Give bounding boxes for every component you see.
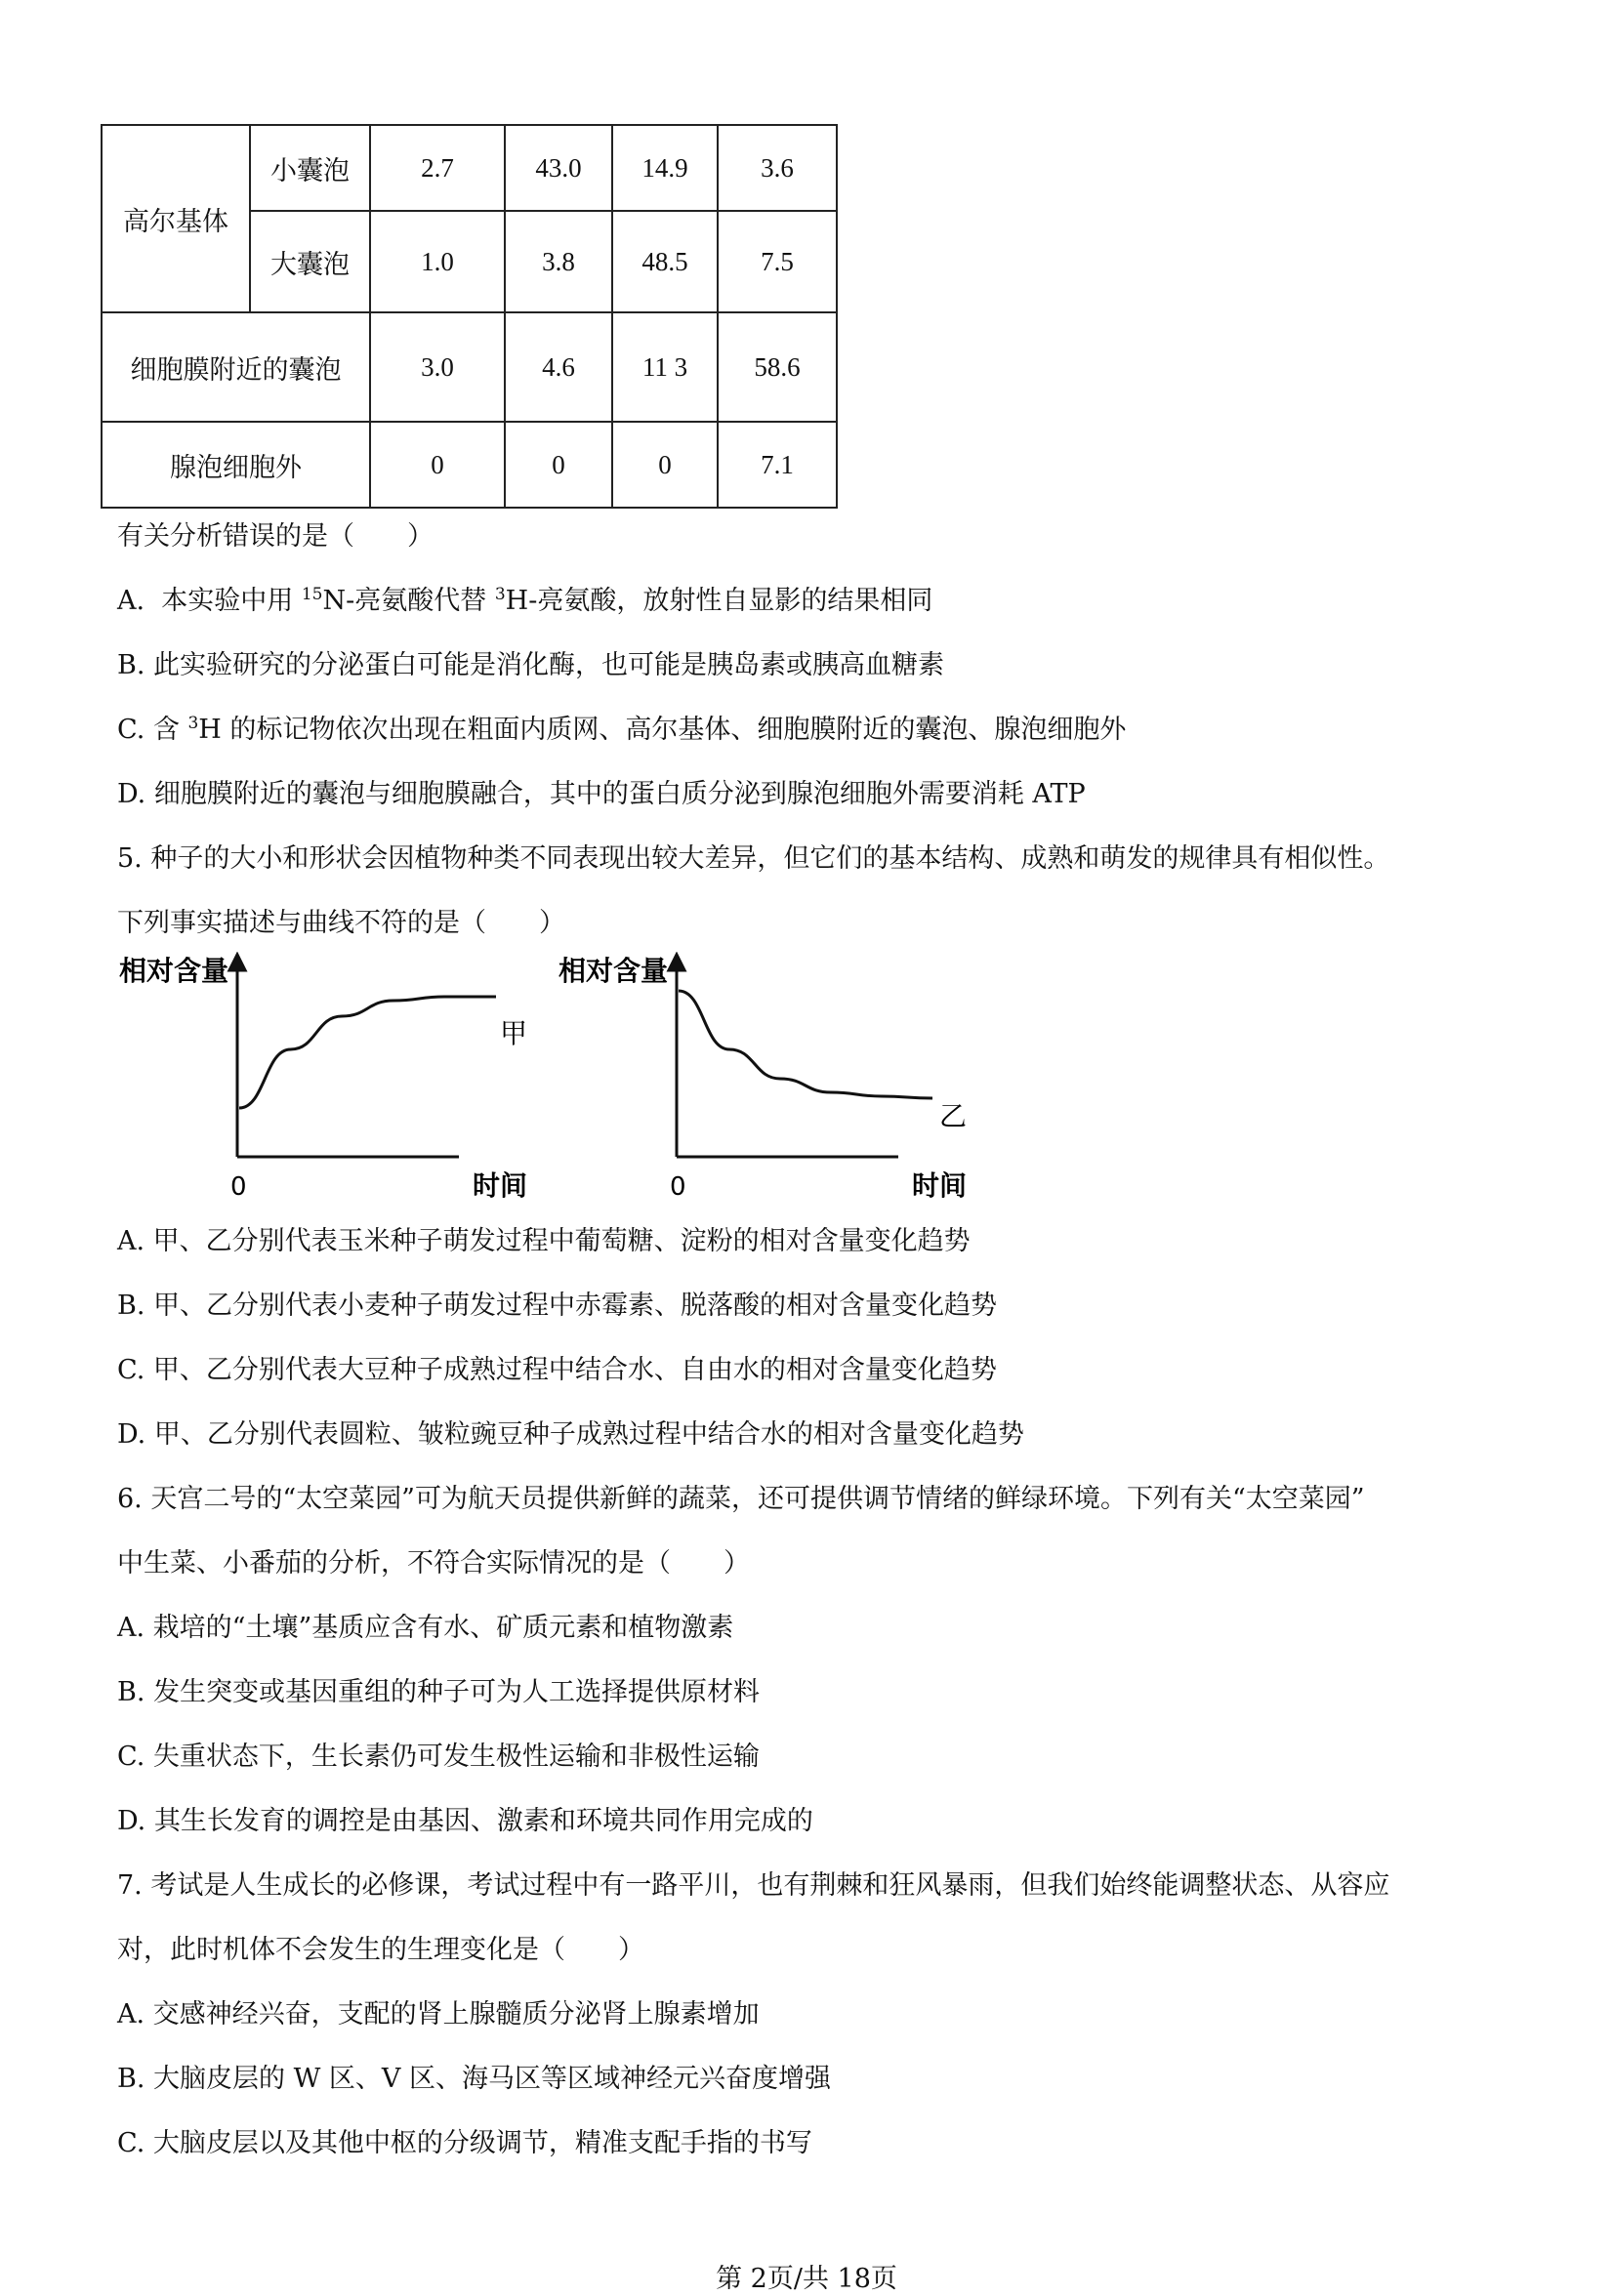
cell: 3.8 — [505, 211, 612, 312]
cell: 11 3 — [612, 312, 718, 422]
q6-option-c: C. 失重状态下，生长素仍可发生极性运输和非极性运输 — [117, 1742, 760, 1772]
q7-option-c: C. 大脑皮层以及其他中枢的分级调节，精准支配手指的书写 — [117, 2128, 812, 2158]
q5-stem-line2: 下列事实描述与曲线不符的是（ ） — [117, 908, 565, 938]
q4-stem: 有关分析错误的是（ ） — [117, 521, 434, 552]
series-label-yi: 乙 — [939, 1100, 968, 1132]
cell: 3.6 — [718, 125, 837, 211]
x-axis-label: 时间 — [473, 1169, 528, 1202]
cell: 3.0 — [370, 312, 505, 422]
q6-option-b: B. 发生突变或基因重组的种子可为人工选择提供原材料 — [117, 1677, 761, 1707]
cell: 58.6 — [718, 312, 837, 422]
data-table — [101, 124, 838, 509]
origin-label: 0 — [230, 1172, 247, 1202]
row-label-large-vesicle: 大囊泡 — [250, 211, 370, 312]
series-label-jia: 甲 — [500, 1017, 528, 1049]
cell: 7.1 — [718, 422, 837, 508]
series-line-jia — [239, 997, 496, 1108]
q6-option-a: A. 栽培的“土壤”基质应含有水、矿质元素和植物激素 — [117, 1613, 734, 1643]
row-label-outside-cell: 腺泡细胞外 — [102, 422, 370, 508]
chart-jia — [119, 955, 527, 1202]
row-label-small-vesicle: 小囊泡 — [250, 125, 370, 211]
q5-option-a: A. 甲、乙分别代表玉米种子萌发过程中葡萄糖、淀粉的相对含量变化趋势 — [117, 1226, 971, 1256]
cell: 2.7 — [370, 125, 505, 211]
q6-option-d: D. 其生长发育的调控是由基因、激素和环境共同作用完成的 — [117, 1806, 813, 1836]
cell: 7.5 — [718, 211, 837, 312]
row-group-golgi: 高尔基体 — [102, 125, 250, 312]
cell: 1.0 — [370, 211, 505, 312]
q4-option-c: C. 含 $^3$H 的标记物依次出现在粗面内质网、高尔基体、细胞膜附近的囊泡、腺泡细胞外 — [117, 714, 1127, 745]
q4-option-d: D. 细胞膜附近的囊泡与细胞膜融合，其中的蛋白质分泌到腺泡细胞外需要消耗 ATP — [117, 779, 1086, 809]
cell: 14.9 — [612, 125, 718, 211]
origin-label: 0 — [670, 1172, 686, 1202]
x-axis-label: 时间 — [912, 1169, 968, 1202]
q5-option-d: D. 甲、乙分别代表圆粒、皱粒豌豆种子成熟过程中结合水的相对含量变化趋势 — [117, 1419, 1024, 1450]
q6-stem-line1: 6. 天宫二号的“太空菜园”可为航天员提供新鲜的蔬菜，还可提供调节情绪的鲜绿环境。下列有关“太空菜园” — [117, 1484, 1365, 1514]
q6-stem-line2: 中生菜、小番茄的分析，不符合实际情况的是（ ） — [117, 1548, 750, 1578]
page-footer: 第 2页/共 18页 — [716, 2264, 897, 2294]
q7-option-a: A. 交感神经兴奋，支配的肾上腺髓质分泌肾上腺素增加 — [117, 1999, 760, 2030]
series-line-yi — [679, 991, 932, 1098]
q5-stem-line1: 5. 种子的大小和形状会因植物种类不同表现出较大差异，但它们的基本结构、成熟和萌发的规律具有相似性。 — [117, 843, 1390, 874]
curve-figures — [107, 952, 986, 1206]
y-axis-label: 相对含量 — [558, 955, 669, 987]
q5-option-b: B. 甲、乙分别代表小麦种子萌发过程中赤霉素、脱落酸的相对含量变化趋势 — [117, 1291, 998, 1321]
q4-option-b: B. 此实验研究的分泌蛋白可能是消化酶，也可能是胰岛素或胰高血糖素 — [117, 650, 945, 680]
q4-option-a: A. 本实验中用 $^{15}$N-亮氨酸代替 $^3$H-亮氨酸，放射性自显影的结果相同 — [117, 585, 933, 616]
cell: 48.5 — [612, 211, 718, 312]
q7-option-b: B. 大脑皮层的 W 区、V 区、海马区等区域神经元兴奋度增强 — [117, 2064, 832, 2094]
q5-option-c: C. 甲、乙分别代表大豆种子成熟过程中结合水、自由水的相对含量变化趋势 — [117, 1355, 997, 1385]
cell: 0 — [505, 422, 612, 508]
cell: 0 — [612, 422, 718, 508]
y-axis-label: 相对含量 — [119, 955, 229, 987]
q7-stem-line1: 7. 考试是人生成长的必修课，考试过程中有一路平川，也有荆棘和狂风暴雨，但我们始终能调整状态、从容应 — [117, 1870, 1390, 1901]
chart-yi — [558, 955, 967, 1202]
cell: 4.6 — [505, 312, 612, 422]
q7-stem-line2: 对，此时机体不会发生的生理变化是（ ） — [117, 1935, 644, 1965]
cell: 0 — [370, 422, 505, 508]
cell: 43.0 — [505, 125, 612, 211]
row-label-membrane-vesicle: 细胞膜附近的囊泡 — [102, 312, 370, 422]
